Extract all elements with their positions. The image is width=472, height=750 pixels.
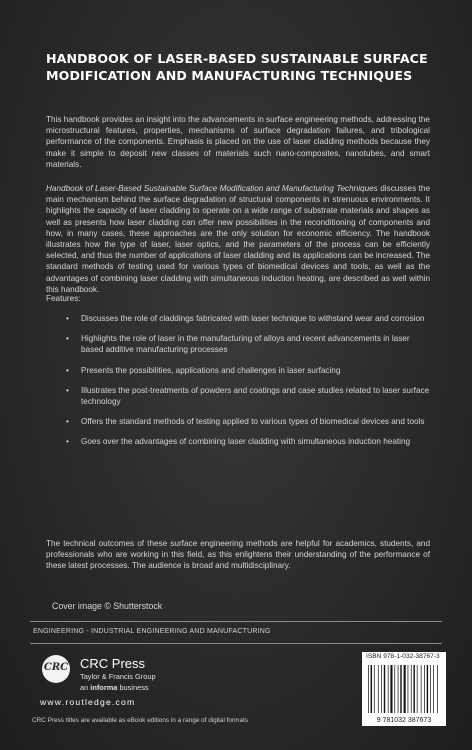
barcode-bar xyxy=(421,665,422,713)
ebook-footnote: CRC Press titles are available as eBook editions in a range of digital formats xyxy=(32,717,248,724)
subject-category: ENGINEERING - INDUSTRIAL ENGINEERING AND MANUFACTURING xyxy=(33,628,271,635)
barcode-bar xyxy=(437,665,438,713)
feature-item xyxy=(66,385,430,407)
barcode-bar xyxy=(430,665,431,713)
barcode-bar xyxy=(384,665,385,713)
barcode-bar xyxy=(433,665,434,713)
feature-item xyxy=(66,436,430,447)
description-paragraph-2 xyxy=(46,183,430,295)
book-title-italic: Handbook of Laser-Based Sustainable Surface Modification and Manufacturing Techniques xyxy=(46,184,378,193)
barcode-bar xyxy=(414,665,415,713)
barcode-bar xyxy=(368,665,369,713)
barcode-icon xyxy=(364,663,444,725)
publisher-website: www.routledge.com xyxy=(40,697,136,707)
barcode-bar xyxy=(388,665,389,713)
features-list xyxy=(66,313,430,448)
feature-text: Illustrates the post-treatments of powders and coatings and case studies related to laser surface technology xyxy=(81,385,430,407)
barcode-bar xyxy=(378,665,379,713)
cover-image-credit: Cover image © Shutterstock xyxy=(52,601,163,611)
feature-item xyxy=(66,416,430,427)
publisher-business-line xyxy=(80,683,149,692)
feature-text: Highlights the role of laser in the manufacturing of alloys and recent advancements in laser based additive manufacturing processes xyxy=(81,334,410,355)
publisher-group: Taylor & Francis Group xyxy=(80,672,156,681)
description-paragraph-3: The technical outcomes of these surface engineering methods are helpful for academics, students, and professionals who are working in this field, as this enlightens their understanding of the performance of these latest processes. The audience is broad and multidisciplinary. xyxy=(46,539,430,571)
bullet-icon: • xyxy=(66,417,69,427)
business-brand: informa xyxy=(90,683,118,692)
barcode-digits: 9 781032 387673 xyxy=(376,717,432,724)
isbn-number: ISBN 978-1-032-38767-3 xyxy=(366,653,440,660)
crc-press-logo-icon xyxy=(42,655,70,683)
barcode-bar xyxy=(411,665,412,713)
description-paragraph-1: This handbook provides an insight into the advancements in surface engineering methods, addressing the microstructural features, properties, mechanisms of surface degradation failures, and tribological performance of the components. Emphasis is placed on the use of laser cladding methods because they make it simple to deposit new classes of materials such nano-composites, nanotubes, and smart materials. xyxy=(46,115,430,169)
features-heading: Features: xyxy=(46,294,81,303)
publisher-name: CRC Press xyxy=(80,656,146,671)
barcode-bar xyxy=(371,665,372,713)
business-prefix: an xyxy=(80,683,91,692)
barcode-bar xyxy=(417,665,418,713)
feature-text: Presents the possibilities, applications and challenges in laser surfacing xyxy=(81,365,341,375)
barcode-bar xyxy=(374,665,375,713)
barcode-bar xyxy=(424,665,425,713)
bullet-icon: • xyxy=(66,385,69,395)
logo-lettering: CRC xyxy=(43,662,69,673)
book-title: HANDBOOK OF LASER-BASED SUSTAINABLE SURFACE MODIFICATION AND MANUFACTURING TECHNIQUES xyxy=(46,51,428,83)
barcode-bar xyxy=(398,665,399,713)
feature-text: Discusses the role of claddings fabricated with laser technique to withstand wear and corrosion xyxy=(81,314,425,323)
bullet-icon: • xyxy=(66,365,69,375)
barcode-bar xyxy=(427,665,428,713)
barcode-bar xyxy=(394,665,395,713)
divider-top xyxy=(30,621,442,622)
feature-item xyxy=(66,313,430,324)
barcode-bars xyxy=(368,665,438,713)
feature-item xyxy=(66,333,430,355)
feature-text: Offers the standard methods of testing applied to various types of biomedical devices and tools xyxy=(81,417,425,427)
barcode-bar xyxy=(404,665,406,713)
paragraph-2-body: discusses the main mechanism behind the surface degradation of structural components in strenuous environments. It highlights the capacity of laser cladding to operate on a wide range of substrate materials and shapes as well as presents how laser cladding can offer new possibilities in the reconditioning of components and how, in many cases, these approaches are the only solution for economic efficiency. The handbook illustrates how the type of laser, laser optics, and the parameters of the process can be efficiently selected, and thus the number of applications of laser cladding and its applications can be increased. The standard methods of testing used for various types of biomedical devices and tools, as well as the advantages of combining laser cladding with simultaneous induction heating, are described as well within this handbook. xyxy=(46,184,430,294)
barcode-bar xyxy=(400,665,401,713)
divider-bottom xyxy=(30,643,442,644)
business-suffix: business xyxy=(117,683,149,692)
barcode-bar xyxy=(381,665,382,713)
feature-item xyxy=(66,365,430,376)
barcode-bar xyxy=(408,665,409,713)
feature-text: Goes over the advantages of combining laser cladding with simultaneous induction heating xyxy=(81,437,411,447)
bullet-icon: • xyxy=(66,314,69,323)
bullet-icon: • xyxy=(66,437,69,447)
bullet-icon: • xyxy=(66,334,69,344)
barcode-bar xyxy=(390,665,392,713)
